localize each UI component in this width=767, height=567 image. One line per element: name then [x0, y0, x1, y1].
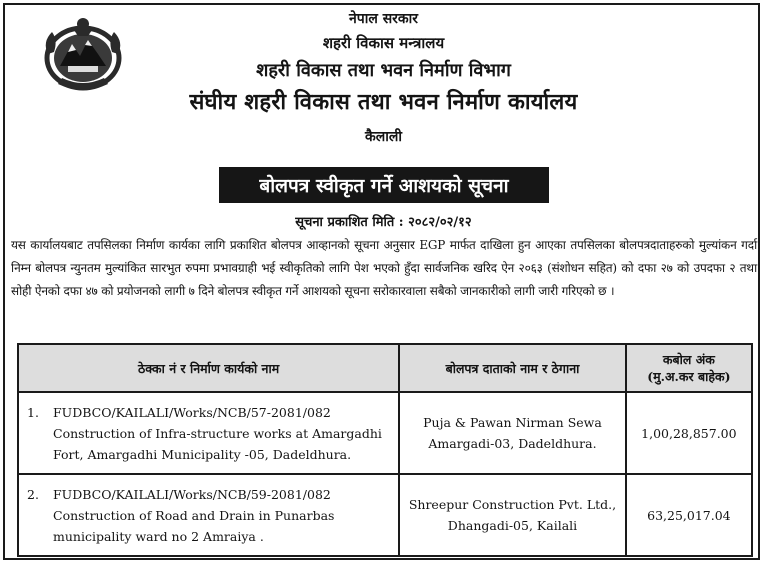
row-number: 2.: [27, 486, 39, 502]
header-bidder: बोलपत्र दाताको नाम र ठेगाना: [399, 344, 626, 392]
header-work: ठेक्का नं र निर्माण कार्यको नाम: [18, 344, 399, 392]
header-line-location: कैलाली: [365, 129, 402, 145]
header-line-government: नेपाल सरकार: [348, 11, 418, 27]
bidder-address: Amargadi-03, Dadeldhura.: [428, 436, 597, 451]
bid-amount: 1,00,28,857.00: [626, 392, 752, 474]
contract-number: FUDBCO/KAILALI/Works/NCB/59-2081/082: [53, 486, 331, 502]
work-cell: [18, 474, 399, 556]
header-amount: [626, 344, 752, 392]
bidder-name: Puja & Pawan Nirman Sewa: [423, 415, 602, 430]
work-description: municipality ward no 2 Amraiya .: [53, 528, 264, 544]
table-row: [18, 474, 752, 556]
header-amount-line1: कबोल अंक: [662, 352, 715, 367]
bid-amount: 63,25,017.04: [626, 474, 752, 556]
work-description: Construction of Infra-structure works at Amargadhi: [53, 425, 382, 441]
header-line-ministry: शहरी विकास मन्त्रालय: [322, 34, 445, 52]
bidder-cell: [399, 392, 626, 474]
bidder-cell: [399, 474, 626, 556]
bidder-name: Shreepur Construction Pvt. Ltd.,: [408, 497, 617, 512]
bid-table: [17, 343, 753, 557]
bidder-address: Dhangadi-05, Kailali: [447, 518, 578, 533]
work-description: Fort, Amargadhi Municipality -05, Dadeldhura.: [53, 446, 352, 462]
work-description: Construction of Road and Drain in Punarbas: [53, 507, 335, 523]
header-line-office: संघीय शहरी विकास तथा भवन निर्माण कार्यालय: [189, 89, 578, 115]
notice-title-banner: बोलपत्र स्वीकृत गर्ने आशयको सूचना: [219, 167, 549, 203]
publish-date: सूचना प्रकाशित मिति : २०८२/०२/१२: [295, 215, 472, 230]
notice-body: यस कार्यालयबाट तपसिलका निर्माण कार्यका लागि प्रकाशित बोलपत्र आव्हानको सूचना अनुसार EGP मार्फत दाखिला हुन आएका तपसिलका बोलपत्रदाताहरुको मुल्यांकन गर्दा निम्न बोलपत्र न्युनतम मुल्यांकित सारभुत रुपमा प्रभावग्राही भई स्वीकृतिको लागि पेश भएको हुँदा सार्वजनिक खरिद ऐन २०६३ (संशोधन सहित) को दफा २७ को उपदफा २ तथा सोही ऐनको दफा ४७ को प्रयोजनको लागी ७ दिने बोलपत्र स्वीकृत गर्ने आशयको सूचना सरोकारवाला सबैको जानकारीको लागी जारी गरिएको छ ।: [11, 238, 757, 298]
work-cell: [18, 392, 399, 474]
table-header-row: [18, 344, 752, 392]
contract-number: FUDBCO/KAILALI/Works/NCB/57-2081/082: [53, 404, 331, 420]
row-number: 1.: [27, 404, 39, 420]
header-line-department: शहरी विकास तथा भवन निर्माण विभाग: [256, 60, 511, 81]
header-amount-line2: (मु.अ.कर बाहेक): [647, 369, 731, 384]
table-row: [18, 392, 752, 474]
